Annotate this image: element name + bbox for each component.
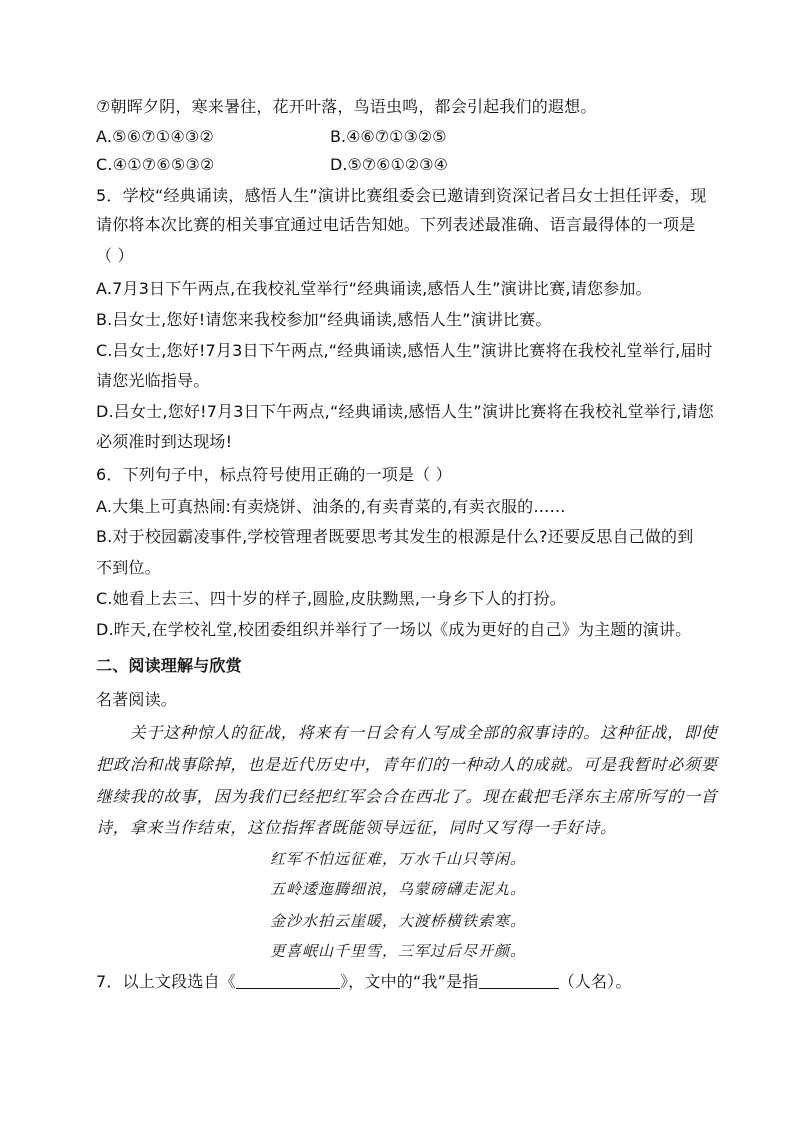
poem-line4: 更喜岷山千里雪，三军过后尽开颜。 (270, 942, 527, 960)
q5-answer-brackets: （ ） (96, 246, 134, 265)
section-title: 二、阅读理解与欣赏 (96, 656, 242, 675)
item-7-text: ⑦朝晖夕阴，寒来暑往，花开叶落，鸟语虫鸣，都会引起我们的遐想。 (96, 97, 597, 116)
q6-option-b-line1: B.对于校园霸凌事件,学校管理者既要思考其发生的根源是什么?还要反思自己做的到 (96, 527, 694, 546)
q4-option-c: C.④①⑦⑥⑤③② (96, 155, 215, 174)
q7-text-part1: 7．以上文段选自《 (96, 972, 236, 991)
quote-line2: 把政治和战事除掉，也是近代历史中，青年们的一种动人的成就。可是我暂时必须要 (96, 755, 718, 774)
poem-line3: 金沙水拍云崖暖，大渡桥横铁索寒。 (270, 912, 527, 930)
poem-line1: 红军不怕远征难，万水千山只等闲。 (270, 850, 527, 868)
q5-option-c-line1: C.吕女士,您好!7月3日下午两点,“经典诵读,感悟人生”演讲比赛将在我校礼堂举行,届时 (96, 341, 713, 360)
q5-option-a: A.7月3日下午两点,在我校礼堂举行“经典诵读,感悟人生”演讲比赛,请您参加。 (96, 279, 652, 298)
q7-blank-person-name[interactable] (479, 972, 559, 989)
q5-stem-line1: 5．学校“经典诵读，感悟人生”演讲比赛组委会已邀请到资深记者吕女士担任评委，现 (96, 186, 707, 205)
q7-question (96, 972, 632, 992)
q6-option-b-line2: 不到位。 (96, 558, 161, 577)
quote-line3: 继续我的故事，因为我们已经把红军会合在西北了。现在截把毛泽东主席所写的一首 (96, 787, 718, 806)
q7-text-part2: 》，文中的“我”是指 (339, 972, 479, 991)
poem-line2: 五岭逶迤腾细浪，乌蒙磅礴走泥丸。 (270, 880, 527, 898)
q5-option-c-line2: 请您光临指导。 (96, 371, 210, 390)
q5-option-d-line1: D.吕女士,您好!7月3日下午两点,“经典诵读,感悟人生”演讲比赛将在我校礼堂举行,请您 (96, 402, 714, 421)
q6-option-a: A.大集上可真热闹:有卖烧饼、油条的,有卖青菜的,有卖衣服的…… (96, 497, 566, 516)
subsection-title: 名著阅读。 (96, 690, 178, 709)
quote-line4: 诗，拿来当作结束，这位指挥者既能领导远征，同时又写得一手好诗。 (96, 818, 617, 837)
q6-option-c: C.她看上去三、四十岁的样子,圆脸,皮肤黝黑,一身乡下人的打扮。 (96, 589, 566, 608)
q4-option-a: A.⑤⑥⑦①④③② (96, 127, 214, 146)
q5-option-b: B.吕女士,您好!请您来我校参加“经典诵读,感悟人生”演讲比赛。 (96, 310, 552, 329)
q5-stem-line2: 请你将本次比赛的相关事宜通过电话告知她。下列表述最准确、语言最得体的一项是 (96, 215, 696, 234)
q6-option-d: D.昨天,在学校礼堂,校团委组织并举行了一场以《成为更好的自己》为主题的演讲。 (96, 620, 692, 639)
quote-line1: 关于这种惊人的征战，将来有一日会有人写成全部的叙事诗的。这种征战，即使 (96, 723, 718, 742)
q7-blank-book-title[interactable] (236, 972, 340, 989)
q4-option-b: B.④⑥⑦①③②⑤ (330, 127, 447, 146)
q6-stem: 6．下列句子中，标点符号使用正确的一项是（ ） (96, 465, 452, 484)
q7-text-part3: （人名）。 (558, 972, 632, 991)
q5-option-d-line2: 必须准时到达现场! (96, 432, 233, 451)
q4-option-d: D.⑤⑦⑥①②③④ (330, 155, 448, 174)
